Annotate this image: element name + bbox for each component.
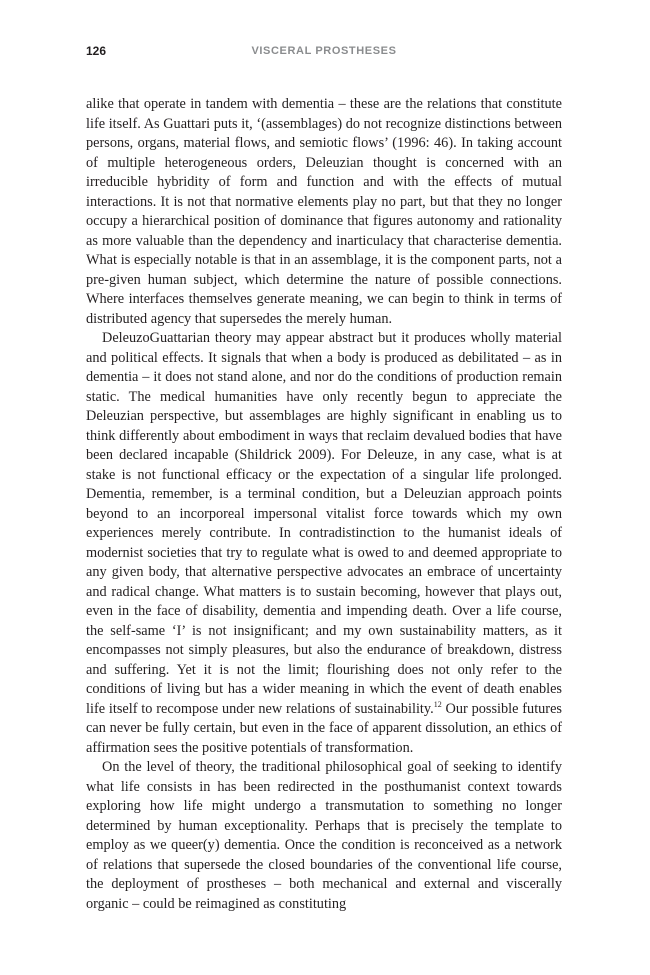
- footnote-marker[interactable]: 12: [433, 699, 442, 709]
- running-head: VISCERAL PROSTHESES: [251, 45, 397, 57]
- page-header: [86, 44, 562, 64]
- paragraph-1: alike that operate in tandem with dementia – these are the relations that constitute life itself. As Guattari puts it, ‘(assemblages) do not recognize distinctions between persons, organs, material flows, and semiotic flows’ (1996: 46). In taking account of multiple heterogeneous orders, Deleuzian thought is concerned with an irreducible hybridity of form and function and with the effects of mutual interactions. It is not that normative elements play no part, but that they no longer occupy a hierarchical position of dominance that figures autonomy and rationality as more valuable than the dependency and inarticulacy that characterise dementia. What is especially notable is that in an assemblage, it is the component parts, not a pre-given human subject, which determine the nature of possible connections. Where interfaces themselves generate meaning, we can begin to think in terms of distributed agency that supersedes the merely human.: [86, 96, 562, 327]
- page-number: 126: [86, 44, 107, 58]
- paragraph-2: [86, 329, 562, 758]
- paragraph-2-text-continued: Our possible futures can never be fully certain, but even in the face of apparent dissolution, an ethics of affirmation sees the positive potentials of transformation.: [86, 700, 562, 756]
- paragraph-3: On the level of theory, the traditional philosophical goal of seeking to identify what life consists in has been redirected in the posthumanist context towards exploring how life might undergo a transmutation to something no longer determined by human exceptionality. Perhaps that is precisely the template to employ as we queer(y) dementia. Once the condition is reconceived as a network of relations that supersede the closed boundaries of the conventional life course, the deployment of prostheses – both mechanical and external and viscerally organic – could be reimagined as constituting: [86, 759, 562, 912]
- paragraph-2-text: DeleuzoGuattarian theory may appear abstract but it produces wholly material and political effects. It signals that when a body is produced as debilitated – as in dementia – it does not stand alone, and nor do the conditions of production remain static. The medical humanities have only recently begun to appreciate the Deleuzian perspective, but assemblages are highly significant in enabling us to think differently about embodiment in ways that reclaim devalued bodies that have been declared incapable (Shildrick 2009). For Deleuze, in any case, what is at stake is not functional efficacy or the expectation of a singular life prolonged. Dementia, remember, is a terminal condition, but a Deleuzian approach points beyond to an incorporeal impersonal vitalist force towards which my own experiences merely contribute. In contradistinction to the humanist ideals of modernist societies that try to regulate what is owed to and deemed appropriate to any given body, that alternative perspective advocates an embrace of uncertainty and radical change. What matters is to sustain becoming, however that plays out, even in the face of disability, dementia and impending death. Over a life course, the self-same ‘I’ is not insignificant; and my own sustainability matters, as it encompasses not simply pleasures, but also the endurance of breakdown, distress and suffering. Yet it is not the limit; flourishing does not only refer to the conditions of living but has a wider meaning in which the event of death enables life itself to recompose under new relations of sustainability.: [86, 330, 562, 717]
- body-text: [86, 95, 562, 914]
